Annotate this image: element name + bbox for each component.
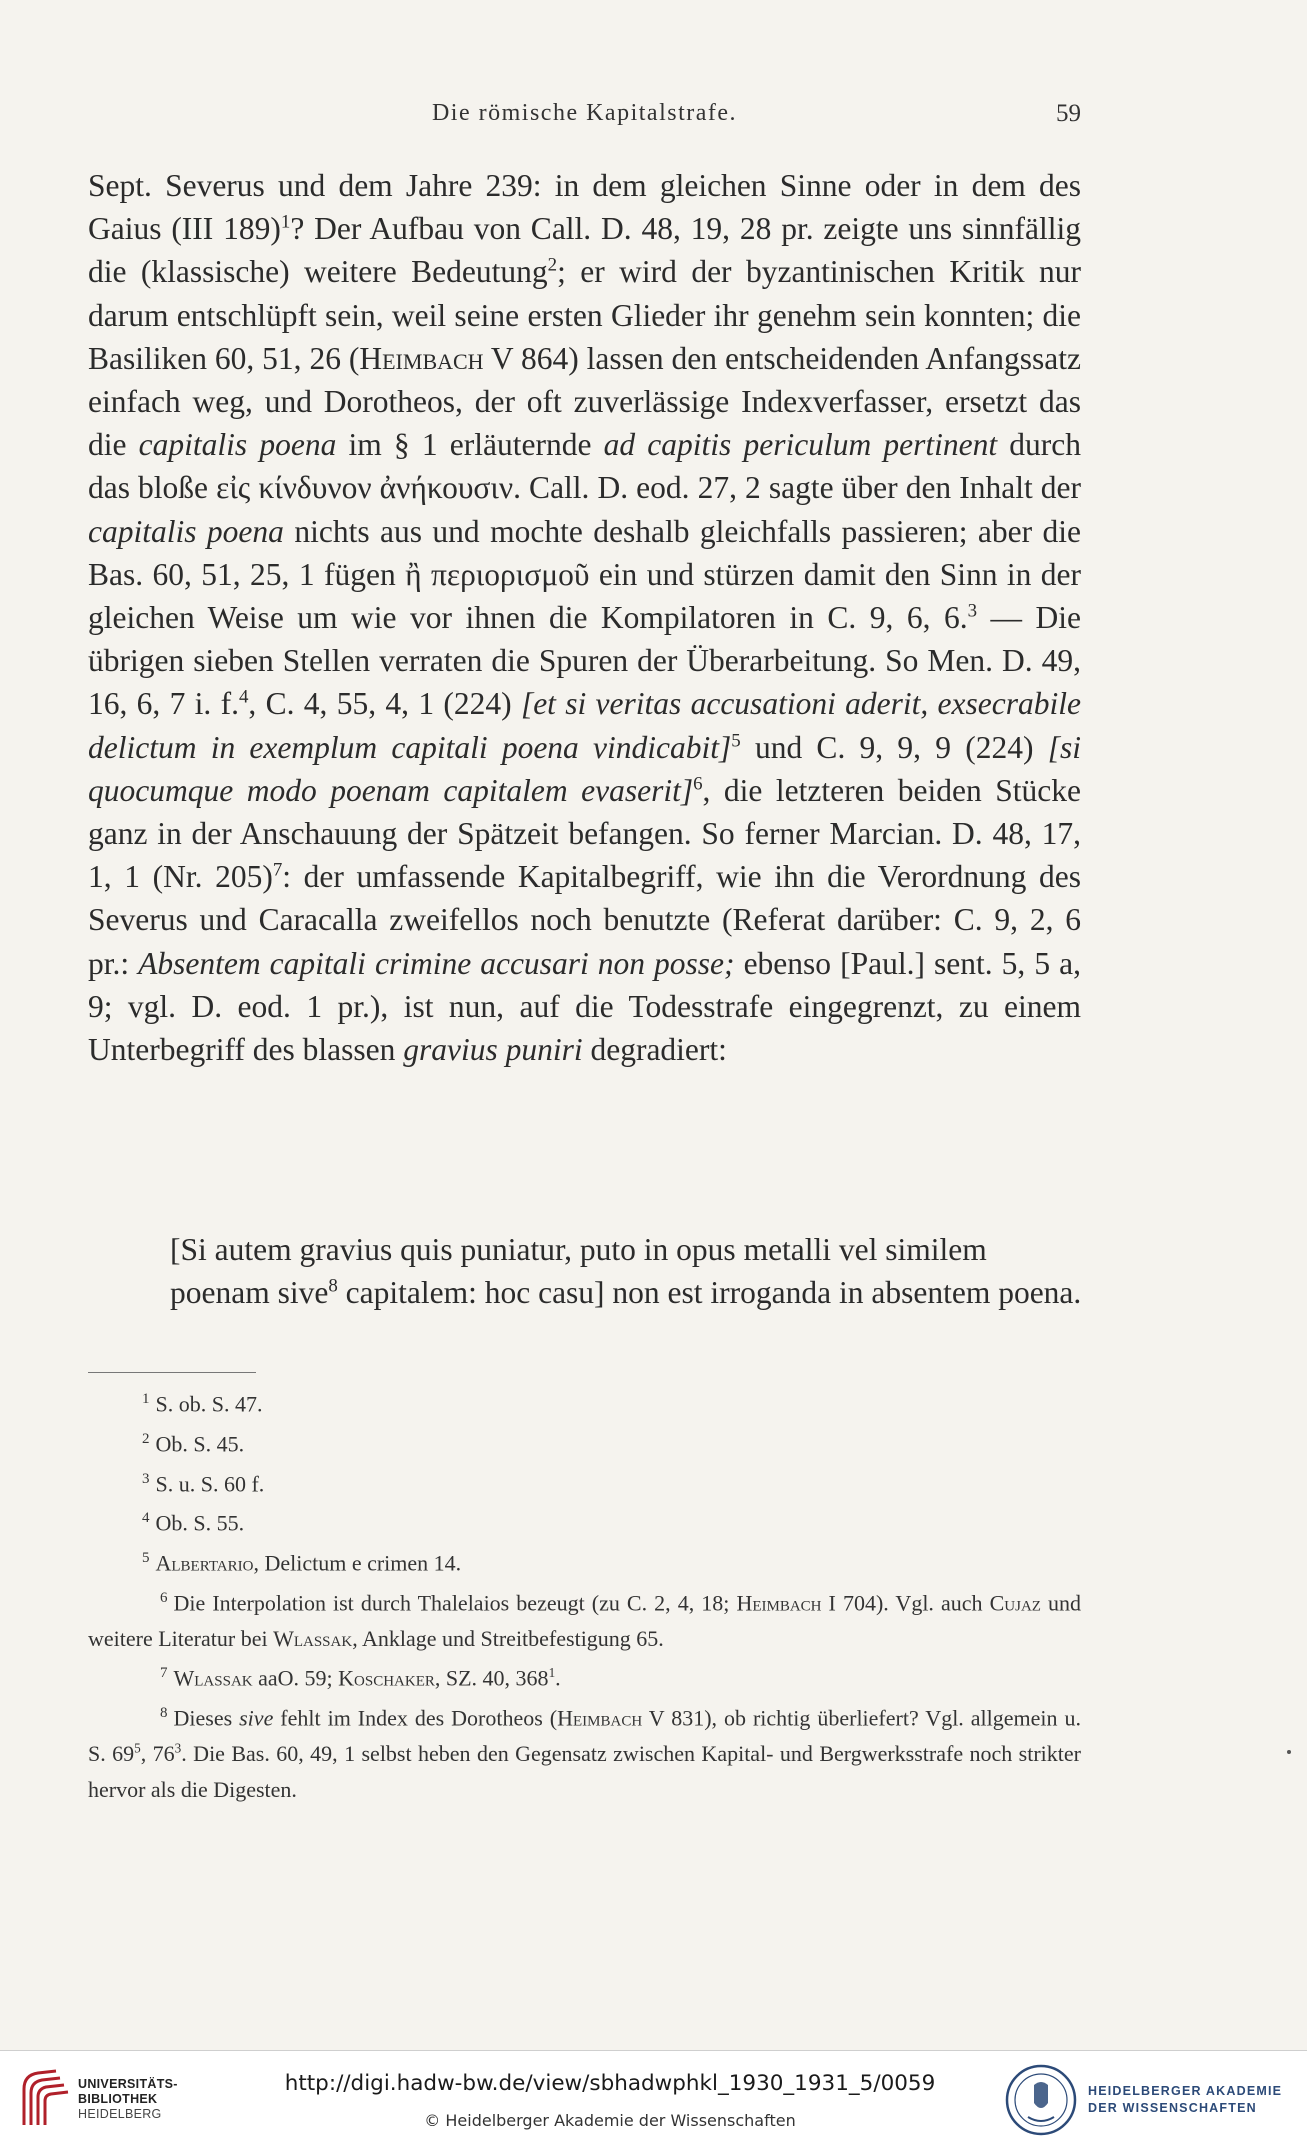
footnote-ref[interactable]: 3 <box>967 600 978 622</box>
footnote-4: $^4$ Ob. S. 55. <box>142 1510 245 1536</box>
footnote-ref[interactable]: 5 <box>731 730 741 752</box>
text-run: , die letzteren beiden Stücke ganz in der Anschauung der Spätzeit befangen. So ferner Marcian. D. 48, 17, 1, 1 (Nr. 205) <box>88 772 1081 895</box>
footnote-8: $^8$ Dieses sive fehlt im Index des Dorotheos (Heimbach V 831), ob richtig überliefert? Vgl. allgemein u. S. $69^5$, $76^3$. Die Bas. 60, 49, 1 selbst heben den Gegensatz zwischen Kapital- und Bergwerksstrafe noch strikter hervor als die Digesten. <box>88 1705 1081 1802</box>
footnote-6: $^6$ Die Interpolation ist durch Thalelaios bezeugt (zu C. 2, 4, 18; Heimbach I 704). Vgl. auch Cujaz und weitere Literatur bei Wlassak, Anklage und Streitbefestigung 65. <box>88 1590 1081 1651</box>
main-paragraph <box>88 164 1081 1071</box>
latin-term: ad capitis periculum pertinent <box>603 427 998 463</box>
latin-term: gravius puniri <box>403 1032 583 1068</box>
footnote-divider <box>88 1372 256 1373</box>
text-run: ? Der Aufbau von Call. D. 48, 19, 28 pr. zeigte uns sinnfällig die (klassische) weitere Bedeutung <box>88 211 1081 290</box>
text-run: , C. 4, 55, 4, 1 (224) <box>248 686 521 722</box>
text-run: [Si autem gravius quis puniatur, puto in opus metalli vel similem poenam sive <box>170 1232 987 1311</box>
academy-name: HEIDELBERGER AKADEMIE DER WISSENSCHAFTEN <box>1088 2084 1283 2115</box>
footnote-5: $^5$ Albertario, Delictum e crimen 14. <box>142 1550 462 1576</box>
latin-quotation: [si quocumque modo poenam capitalem evaserit] <box>88 729 1081 808</box>
text-run: ; er wird der byzantinischen Kritik nur darum entschlüpft sein, weil seine ersten Glieder ihr genehm sein konnten; die Basiliken 60, 51, 26 ( <box>88 254 1081 376</box>
latin-term: capitalis poena <box>138 427 337 463</box>
footnote-ref[interactable]: 4 <box>238 686 249 708</box>
block-quotation <box>170 1228 1090 1314</box>
academy-seal-icon[interactable] <box>1004 2063 1078 2137</box>
viewer-footer <box>0 2050 1307 2148</box>
footnote-1: $^1$ S. ob. S. 47. <box>142 1391 263 1417</box>
footnotes <box>88 1382 1081 1807</box>
text-run: — Die übrigen sieben Stellen verraten die Spuren der Überarbeitung. So Men. D. 49, 16, 6, 7 i. f. <box>88 600 1082 722</box>
footnote-ref[interactable]: 2 <box>547 254 558 276</box>
scan-speck <box>1287 1750 1291 1754</box>
text-run: durch das bloße εἰς κίνδυνον ἀνήκουσιν. Call. D. eod. 27, 2 sagte über den Inhalt der <box>88 427 1081 506</box>
text-run: V 864) lassen den entscheidenden Anfangssatz einfach weg, und Dorotheos, der oft zuverlässige Indexverfasser, ersetzt das die <box>88 340 1081 463</box>
copyright-notice: © Heidelberger Akademie der Wissenschaften <box>424 2111 796 2130</box>
text-run: : der umfassende Kapitalbegriff, wie ihn die Verordnung des Severus und Caracalla zweifellos noch benutzte (Referat darüber: C. 9, 2, 6 pr.: <box>88 859 1081 981</box>
latin-quotation: [et si veritas accusationi aderit, exsecrabile delictum in exemplum capitali poena vindicabit] <box>88 686 1081 765</box>
footnote-3: $^3$ S. u. S. 60 f. <box>142 1470 265 1496</box>
running-head <box>88 100 1081 140</box>
footnote-2: $^2$ Ob. S. 45. <box>142 1430 245 1457</box>
permalink-url[interactable]: http://digi.hadw-bw.de/view/sbhadwphkl_1930_1931_5/0059 <box>284 2071 936 2096</box>
text-run: und C. 9, 9, 9 (224) <box>740 729 1048 765</box>
text-run: capitalem: hoc casu] non est irroganda in absentem poena. <box>337 1275 1082 1311</box>
page-number: 59 <box>1056 100 1081 127</box>
author-name: Heimbach <box>359 340 484 376</box>
running-title: Die römische Kapitalstrafe. <box>431 100 738 126</box>
footnote-ref[interactable]: 6 <box>693 773 703 795</box>
text-run: ebenso [Paul.] sent. 5, 5 a, 9; vgl. D. eod. 1 pr.), ist nun, auf die Todesstrafe eingegrenzt, zu einem Unterbegriff des blassen <box>88 945 1081 1068</box>
footnote-ref[interactable]: 7 <box>272 859 283 881</box>
footnote-ref[interactable]: 1 <box>280 211 291 233</box>
footnote-7: $^7$ Wlassak aaO. 59; Koschaker, SZ. 40, $368^1$. <box>160 1665 561 1691</box>
latin-quotation: Absentem capitali crimine accusari non posse; <box>138 945 735 981</box>
footnote-ref[interactable]: 8 <box>328 1275 338 1297</box>
library-name: UNIVERSITÄTS- BIBLIOTHEK HEIDELBERG <box>78 2077 178 2121</box>
university-library-logo[interactable] <box>14 2063 72 2133</box>
text-run: Sept. Severus und dem Jahre 239: in dem gleichen Sinne oder in dem des Gaius (III 189) <box>88 168 1081 247</box>
text-run: im § 1 erläuternde <box>336 427 604 463</box>
latin-term: capitalis poena <box>88 513 284 549</box>
text-run: nichts aus und mochte deshalb gleichfalls passieren; aber die Bas. 60, 51, 25, 1 fügen ἢ περιορισμοῦ ein und stürzen damit den Sinn in der gleichen Weise um wie vor ihnen die Kompilatoren in C. 9, 6, 6. <box>88 513 1081 636</box>
text-run: degradiert: <box>582 1032 727 1068</box>
